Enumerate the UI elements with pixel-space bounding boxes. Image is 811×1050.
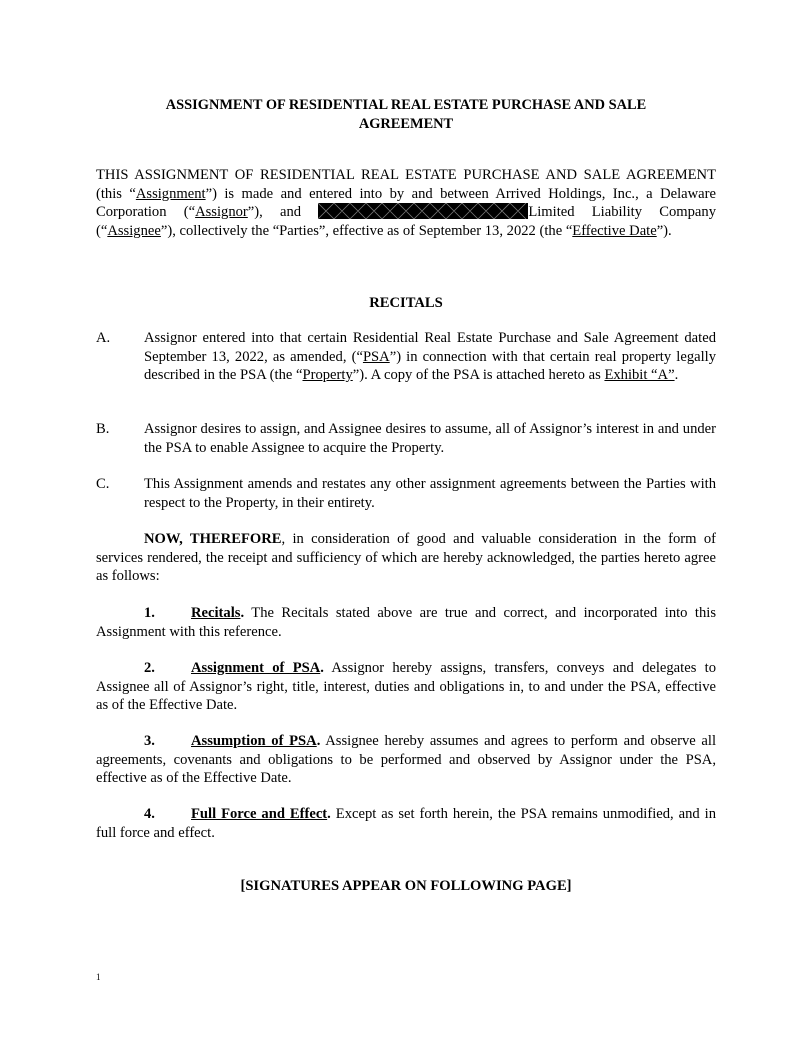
- recital-c: [96, 475, 716, 512]
- intro-paragraph: [96, 166, 716, 240]
- now-therefore-paragraph: NOW, THEREFORE, in consideration of good and valuable consideration in the form of services rendered, the receipt and sufficiency of which are hereby acknowledged, the parties hereto agree as follows:: [96, 531, 716, 585]
- section-text: Assignee hereby assumes and agrees to perform and observe all agreements, covenants and obligations to be performed and observed by Assignor under the PSA, effective as of the Effective Date.: [96, 733, 717, 787]
- section-title: Full Force and Effect: [191, 806, 328, 822]
- recital-letter: A.: [96, 330, 111, 346]
- recital-body: Assignor entered into that certain Residential Real Estate Purchase and Sale Agreement dated September 13, 2022, as amended, (“PSA”) in connection with that certain real property legally described in the PSA (the “Property”). A copy of the PSA is attached hereto as Exhibit “A”.: [144, 330, 716, 384]
- defined-term-assignment: Assignment: [135, 185, 206, 202]
- title-line-1: ASSIGNMENT OF RESIDENTIAL REAL ESTATE PURCHASE AND SALE: [165, 97, 647, 113]
- section-number: 4.: [144, 806, 155, 822]
- section-number: 3.: [144, 733, 155, 749]
- intro-text: Limited Liability Company (“: [96, 204, 717, 239]
- defined-term-effective-date: Effective Date: [572, 222, 657, 239]
- exhibit-reference: Exhibit “A”: [604, 367, 675, 384]
- defined-term-assignee: Assignee: [107, 222, 161, 239]
- section-number: 2.: [144, 660, 155, 676]
- section-text: Except as set forth herein, the PSA remains unmodified, and in full force and effect.: [96, 806, 716, 841]
- intro-text: ”), collectively the “Parties”, effective as of September 13, 2022 (the “: [160, 222, 573, 239]
- defined-term-property: Property: [302, 367, 353, 384]
- document-title: [96, 96, 716, 134]
- defined-term-assignor: Assignor: [195, 204, 248, 221]
- section-text: The Recitals stated above are true and correct, and incorporated into this Assignment with this reference.: [96, 605, 716, 640]
- page-number: 1: [96, 972, 101, 982]
- recital-letter: C.: [96, 476, 110, 492]
- recital-body: This Assignment amends and restates any other assignment agreements between the Parties with respect to the Property, in their entirety.: [144, 476, 716, 511]
- recital-letter: B.: [96, 421, 110, 437]
- redaction-box: [318, 203, 528, 219]
- section-number: 1.: [144, 605, 155, 621]
- recitals-heading: RECITALS: [369, 295, 443, 311]
- section-title: Recitals: [191, 605, 241, 621]
- section-2: 2. Assignment of PSA. Assignor hereby assigns, transfers, conveys and delegates to Assignee all of Assignor’s right, title, interest, duties and obligations in, to and under the PSA, effective as of the Effective Date.: [96, 660, 717, 714]
- recital-body: Assignor desires to assign, and Assignee desires to assume, all of Assignor’s interest in and under the PSA to enable Assignee to acquire the Property.: [144, 421, 716, 456]
- intro-text: THIS ASSIGNMENT OF RESIDENTIAL REAL ESTATE PURCHASE AND SALE AGREEMENT (this “: [96, 167, 716, 202]
- intro-text: ”), and: [247, 204, 319, 221]
- now-therefore-lead: NOW, THEREFORE: [144, 531, 282, 547]
- section-1: 1. Recitals. The Recitals stated above are true and correct, and incorporated into this Assignment with this reference.: [96, 605, 716, 640]
- intro-text: ”).: [656, 222, 672, 239]
- section-title: Assumption of PSA: [191, 733, 317, 749]
- section-text: Assignor hereby assigns, transfers, conveys and delegates to Assignee all of Assignor’s right, title, interest, duties and obligations in, to and under the PSA, effective as of the Effective Date.: [96, 660, 717, 714]
- section-title: Assignment of PSA: [191, 660, 321, 676]
- recital-a: [96, 329, 716, 385]
- title-line-2: AGREEMENT: [358, 116, 454, 132]
- signatures-note: [SIGNATURES APPEAR ON FOLLOWING PAGE]: [240, 878, 572, 894]
- intro-text: ”) is made and entered into by and between Arrived Holdings, Inc., a Delaware Corporation (“: [96, 185, 716, 221]
- section-4: 4. Full Force and Effect. Except as set forth herein, the PSA remains unmodified, and in full force and effect.: [96, 806, 716, 841]
- section-3: 3. Assumption of PSA. Assignee hereby assumes and agrees to perform and observe all agreements, covenants and obligations to be performed and observed by Assignor under the PSA, effective as of the Effective Date.: [96, 733, 717, 787]
- recital-b: [96, 420, 716, 457]
- defined-term-psa: PSA: [362, 348, 390, 365]
